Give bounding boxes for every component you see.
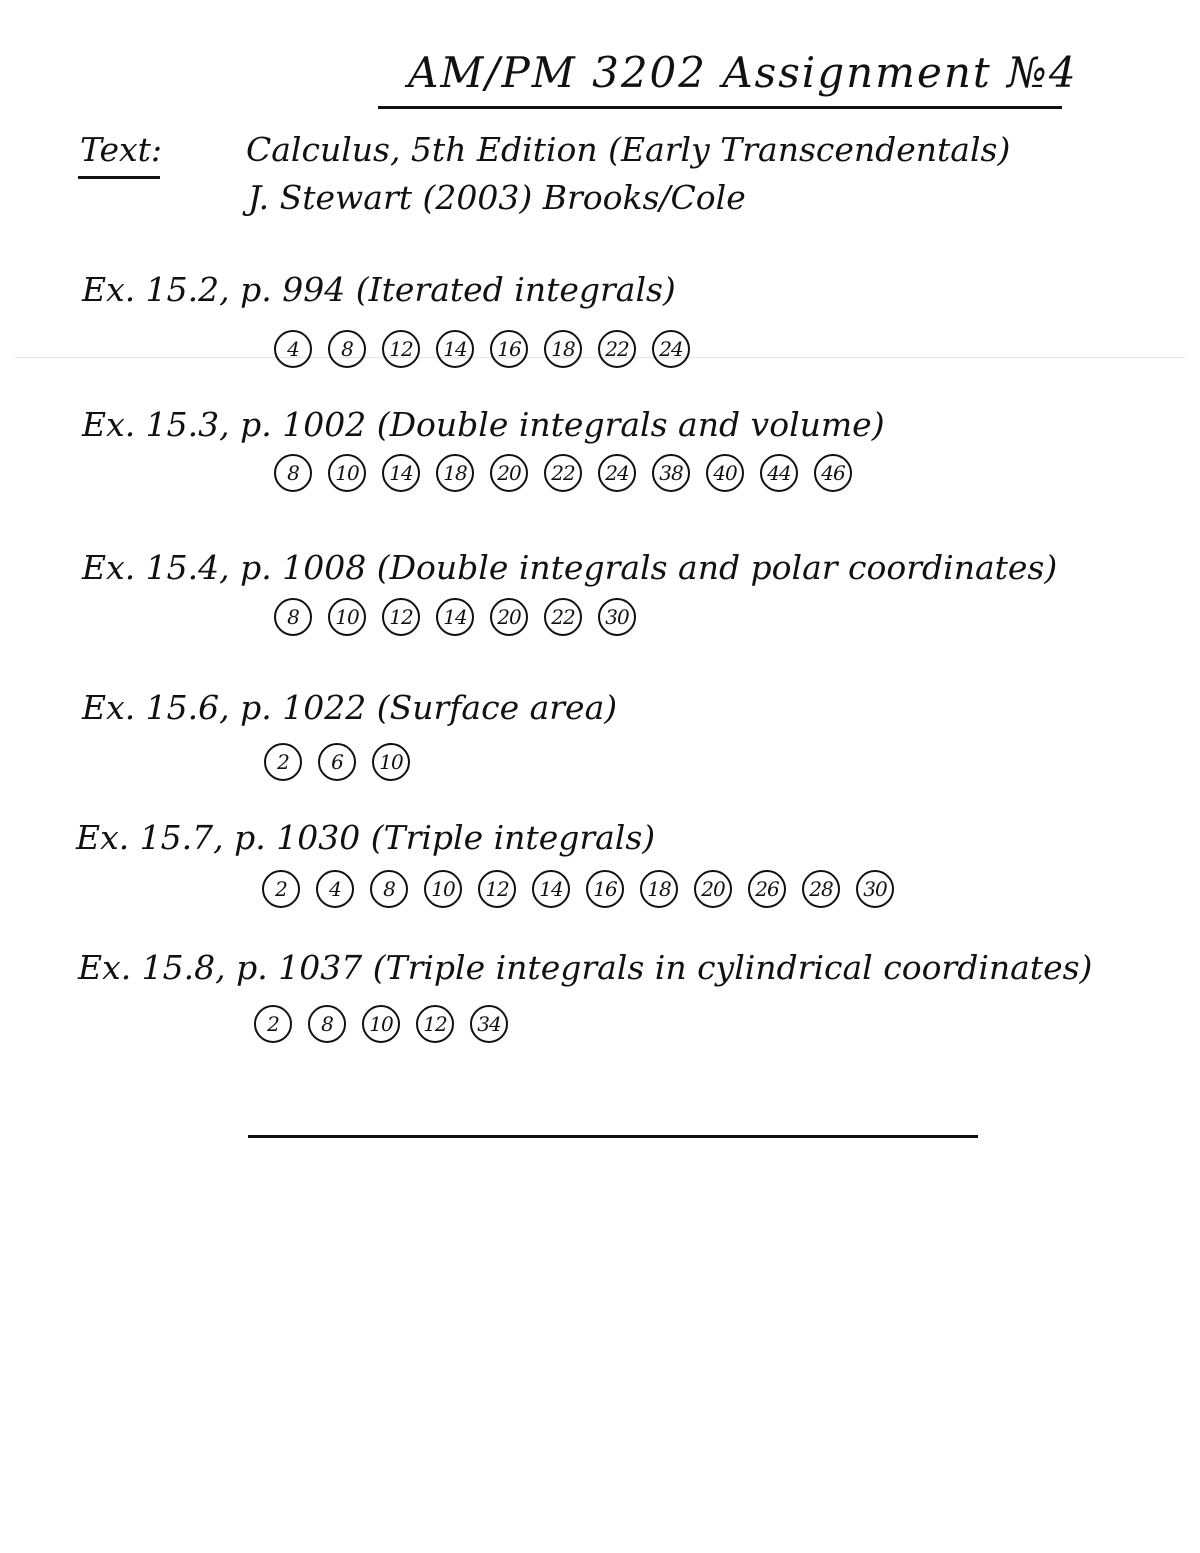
problem-circle: 18 (436, 454, 474, 492)
problem-list-15-7 (262, 870, 894, 908)
problem-circle: 24 (598, 454, 636, 492)
problem-circle: 20 (694, 870, 732, 908)
problem-circle: 20 (490, 454, 528, 492)
problem-circle: 4 (316, 870, 354, 908)
section-15-8 (78, 948, 1092, 987)
section-heading: Ex. 15.2, p. 994 (Iterated integrals) (82, 270, 676, 309)
problem-circle: 44 (760, 454, 798, 492)
book-author-line: J. Stewart (2003) Brooks/Cole (248, 178, 746, 217)
problem-list-15-2 (274, 330, 690, 368)
problem-circle: 16 (490, 330, 528, 368)
problem-circle: 14 (532, 870, 570, 908)
problem-circle: 16 (586, 870, 624, 908)
problem-circle: 14 (436, 598, 474, 636)
problem-list-15-8 (254, 1005, 508, 1043)
problem-circle: 40 (706, 454, 744, 492)
section-15-4 (82, 548, 1057, 587)
problem-circle: 22 (544, 598, 582, 636)
section-15-6 (82, 688, 617, 727)
problem-circle: 10 (328, 454, 366, 492)
problem-list-15-6 (264, 743, 410, 781)
problem-circle: 2 (254, 1005, 292, 1043)
problem-circle: 18 (544, 330, 582, 368)
text-label-underline (78, 176, 160, 179)
problem-circle: 12 (416, 1005, 454, 1043)
problem-list-15-3 (274, 454, 852, 492)
problem-circle: 38 (652, 454, 690, 492)
section-heading: Ex. 15.8, p. 1037 (Triple integrals in cylindrical coordinates) (78, 948, 1093, 987)
bottom-divider (248, 1135, 978, 1138)
problem-circle: 24 (652, 330, 690, 368)
section-15-2 (82, 270, 676, 309)
problem-circle: 8 (308, 1005, 346, 1043)
problem-circle: 12 (382, 598, 420, 636)
problem-list-15-4 (274, 598, 636, 636)
section-heading: Ex. 15.7, p. 1030 (Triple integrals) (76, 818, 656, 857)
problem-circle: 14 (382, 454, 420, 492)
problem-circle: 30 (856, 870, 894, 908)
problem-circle: 20 (490, 598, 528, 636)
problem-circle: 30 (598, 598, 636, 636)
book-title-line: Calculus, 5th Edition (Early Transcendentals) (246, 130, 1011, 169)
problem-circle: 28 (802, 870, 840, 908)
section-15-7 (76, 818, 655, 857)
section-heading: Ex. 15.4, p. 1008 (Double integrals and polar coordinates) (82, 548, 1058, 587)
problem-circle: 2 (264, 743, 302, 781)
problem-circle: 8 (328, 330, 366, 368)
problem-circle: 8 (274, 454, 312, 492)
problem-circle: 26 (748, 870, 786, 908)
problem-circle: 18 (640, 870, 678, 908)
problem-circle: 14 (436, 330, 474, 368)
title-underline (378, 106, 1062, 109)
problem-circle: 8 (370, 870, 408, 908)
assignment-title: AM/PM 3202 Assignment №4 (408, 48, 1078, 97)
problem-circle: 10 (328, 598, 366, 636)
section-15-3 (82, 405, 885, 444)
problem-circle: 12 (478, 870, 516, 908)
problem-circle: 4 (274, 330, 312, 368)
problem-circle: 22 (598, 330, 636, 368)
problem-circle: 22 (544, 454, 582, 492)
problem-circle: 8 (274, 598, 312, 636)
text-label: Text: (80, 130, 162, 169)
problem-circle: 6 (318, 743, 356, 781)
problem-circle: 10 (372, 743, 410, 781)
problem-circle: 46 (814, 454, 852, 492)
problem-circle: 2 (262, 870, 300, 908)
section-heading: Ex. 15.3, p. 1002 (Double integrals and volume) (82, 405, 885, 444)
problem-circle: 34 (470, 1005, 508, 1043)
problem-circle: 10 (424, 870, 462, 908)
problem-circle: 12 (382, 330, 420, 368)
problem-circle: 10 (362, 1005, 400, 1043)
section-heading: Ex. 15.6, p. 1022 (Surface area) (82, 688, 618, 727)
